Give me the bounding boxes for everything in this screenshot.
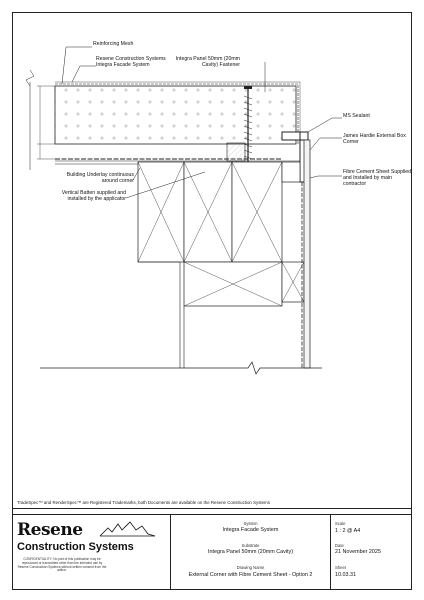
label-integra-panel: Integra Panel 50mm (20mm Cavity) Fastener — [175, 56, 240, 68]
scale-value: 1 : 2 @ A4 — [335, 528, 361, 534]
substrate-value: Integra Panel 50mm (20mm Cavity) — [207, 549, 294, 555]
sheet-label: Sheet — [335, 565, 346, 570]
date-value: 21 November 2025 — [335, 549, 381, 555]
label-ms-sealant: MS Sealant — [343, 113, 370, 119]
label-fibre-cement: Fibre Cement Sheet Supplied and Installed by main contractor — [343, 169, 412, 187]
scale-label: Scale — [335, 521, 346, 526]
sheet-value: 10.03.31 — [335, 572, 356, 578]
resene-logo-subtitle: Construction Systems — [17, 541, 134, 553]
label-resene-system: Resene Construction Systems Integra Facade System — [96, 56, 166, 68]
drawing-name-value: External Corner with Fibre Cement Sheet - Option 2 — [188, 572, 313, 578]
label-reinforcing-mesh: Reinforcing Mesh — [93, 41, 134, 47]
label-james-hardie: James Hardie External Box Corner — [343, 133, 406, 145]
label-building-underlay: Building Underlay continuous around corner — [66, 172, 134, 184]
trademark-note: TradeSpec™ and RenderSpec™ are Registered Trademarks, both Documents are available on the Resene Construction Systems — [17, 500, 270, 505]
substrate-label: Substrate — [241, 543, 260, 548]
system-label: System — [243, 521, 258, 526]
label-vertical-batten: Vertical Batten supplied and installed by the applicator — [61, 190, 126, 202]
drawing-name-label: Drawing Name — [236, 565, 265, 570]
date-label: Date — [335, 543, 344, 548]
system-value: Integra Facade System — [222, 527, 279, 533]
confidentiality-note: CONFIDENTIALITY: No part of this publication may be reproduced or transmitted other than the intended use by Resene Construction Systems without written consent from the author. — [17, 557, 107, 573]
resene-logo: Resene — [17, 520, 83, 540]
